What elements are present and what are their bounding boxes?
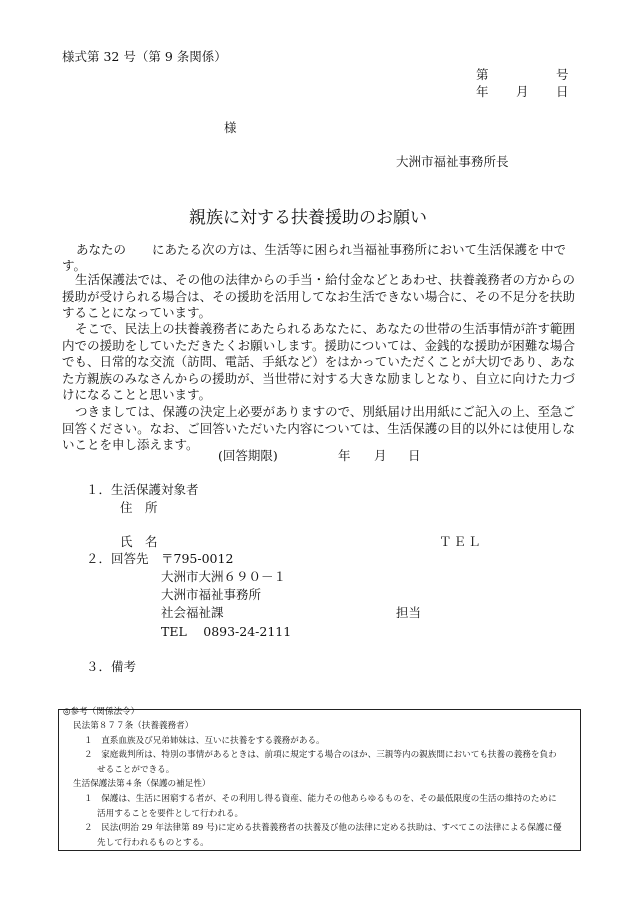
law2-title: 生活保護法第４条（保護の補足性） [73,779,211,789]
body-p1-d: す。 [62,258,87,273]
body-p1-b: にあたる次の方は、生活等に困られ当福祉事務所において生活保護を [152,242,540,257]
section2-heading: ２．回答先 [86,551,149,566]
tel-label: ＴＥＬ [439,534,483,549]
deadline-label: (回答期限) [218,448,278,463]
deadline-day: 日 [408,448,421,463]
law2-item1-line2: 活用することを要件として行われる。 [97,808,244,819]
body-paragraph-3: そこで、民法上の扶養義務者にあたられるあなたに、あなたの世帯の生活事情が許す範囲内での援助をしていただきたくお願いします。援助については、金銭的な援助が困難な場合でも、日常的な交流（訪問、電話、手紙など）をはかっていただくことが大切であり、あなた方親族のみなさんからの援助が、当世帯に対する大きな励ましとなり、自立に向けた力づけになることと思います。 [62,321,575,403]
address-label: 住 所 [120,500,158,515]
body-p1-a: あなたの [76,242,127,257]
name-label: 氏 名 [120,534,158,549]
law1-item2-line1: ２ 家庭裁判所は、特別の事情があるときは、前項に規定する場合のほか、三親等内の親族間においても扶養の義務を負わ [84,750,557,760]
body-paragraph-2: 生活保護法では、その他の法律からの手当・給付金などとあわせ、扶養義務者の方からの援助が受けられる場合は、その援助を活用してなお生活できない場合に、その不足分を扶助することになっています。 [62,272,575,321]
section1-heading: １．生活保護対象者 [86,482,199,497]
law2-item2-line2: 先して行われるものとする。 [97,837,209,848]
law2-item2-line1: ２ 民法(明治 29 年法律第 89 号)に定める扶養義務者の扶養及び他の法律に定める扶助は、すべてこの法律による保護に優 [84,823,562,834]
notes-header: ◎参考（関係法令） [63,707,140,717]
reply-postal-code: 〒795-0012 [161,551,234,566]
law2-item1-line1: １ 保護は、生活に困窮する者が、その利用し得る資産、能力その他あらゆるものを、その最低限度の生活の維持のために [84,794,557,804]
page-title: 親族に対する扶養援助のお願い [189,208,427,228]
reply-address: 大洲市大洲６９０－１ [161,569,287,584]
reply-tel: TEL 0893-24-2111 [161,624,292,639]
doc-number-suffix: 号 [556,67,569,82]
sender: 大洲市福祉事務所長 [396,154,509,169]
body-paragraph-4: つきましては、保護の決定上必要がありますので、別紙届け出用紙にご記入の上、至急ご回答ください。なお、ご回答いただいた内容については、生活保護の目的以外には使用しないことを申し添えます。 [62,404,575,453]
law1-title: 民法第８７７条（扶養義務者） [73,721,194,731]
doc-number-prefix: 第 [476,67,489,82]
deadline-month: 月 [374,448,387,463]
reply-office: 大洲市福祉事務所 [161,587,262,602]
reply-tantou: 担当 [396,605,422,620]
form-number: 様式第 32 号（第 9 条関係） [62,49,227,64]
date-day: 日 [556,84,569,99]
law1-item1: １ 直系血族及び兄弟姉妹は、互いに扶養をする義務がある。 [84,735,325,746]
date-year: 年 [476,84,489,99]
law1-item2-line2: せることができる。 [97,764,175,775]
deadline-year: 年 [338,448,351,463]
section3-heading: ３．備考 [86,659,137,674]
reference-laws-box [58,709,581,851]
reply-division: 社会福祉課 [161,605,224,620]
addressee-suffix: 様 [224,120,237,135]
body-p1-c: 中で [541,242,567,257]
date-month: 月 [516,84,529,99]
